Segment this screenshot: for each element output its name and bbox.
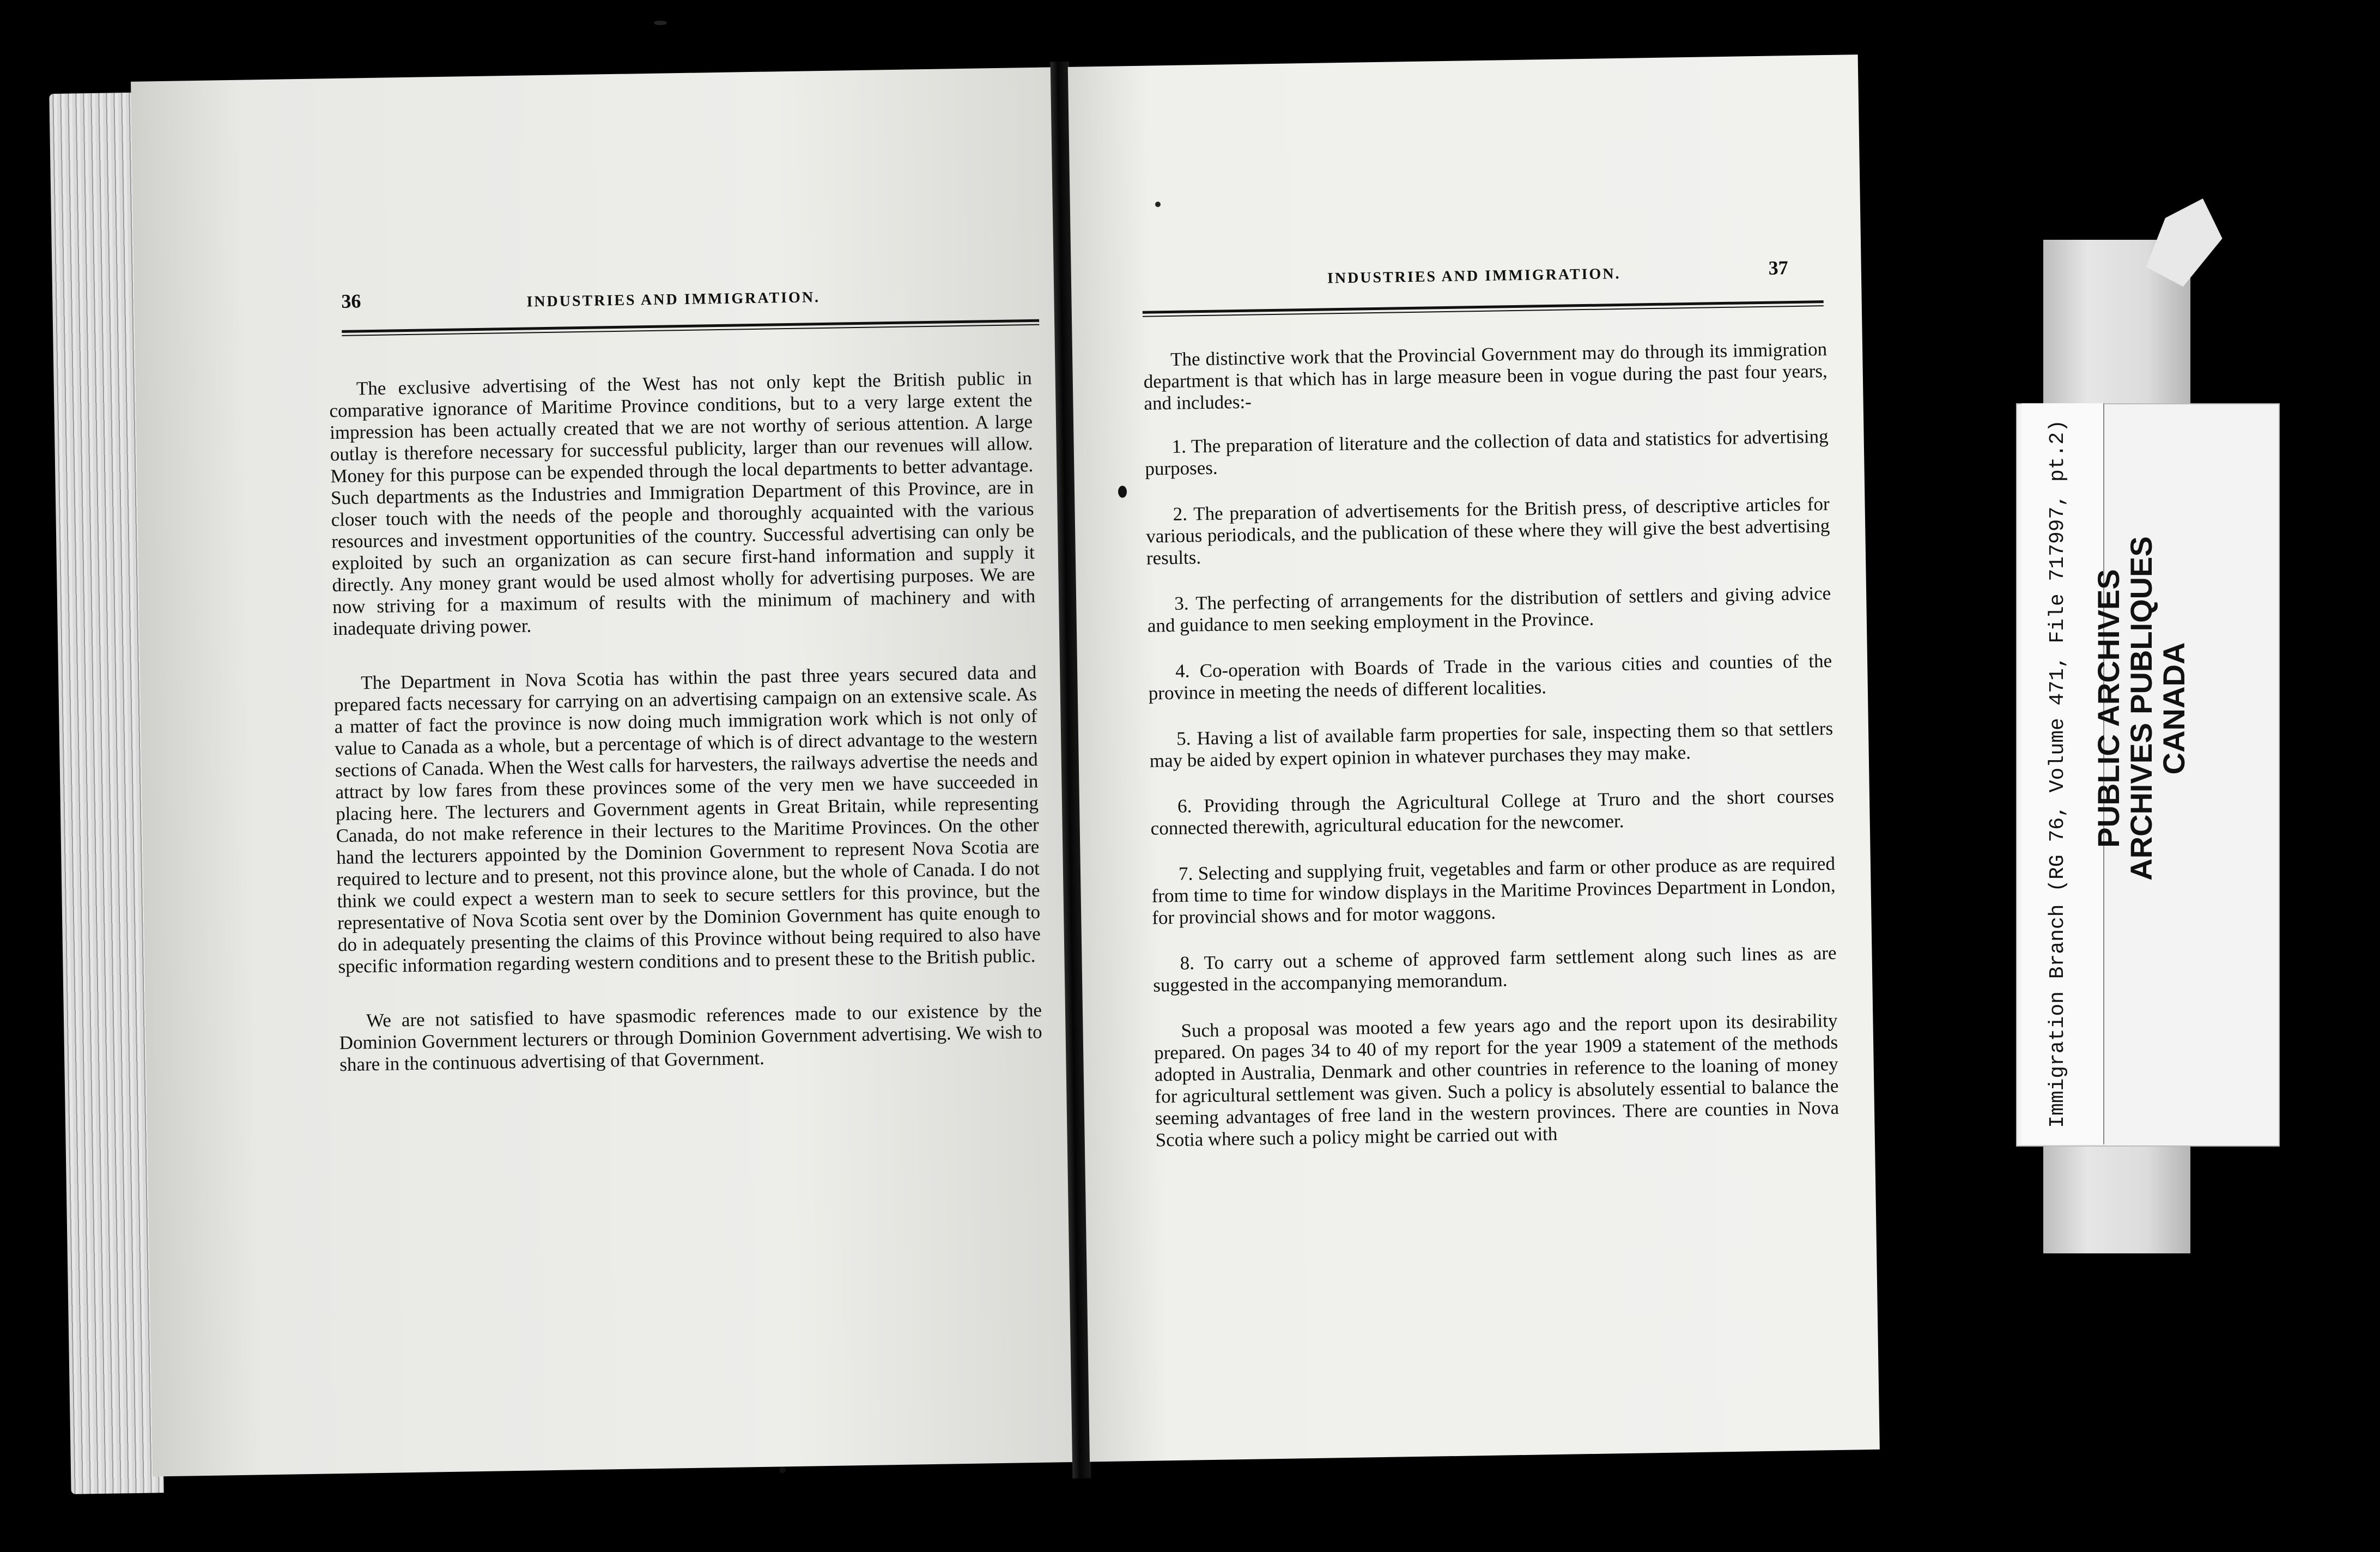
right-intro: The distinctive work that the Provincial Government may do through its immigration department is that which has in large measure been in vogue during the past four years, and includes:- (1143, 338, 1828, 414)
left-paragraph-3: We are not satisfied to have spasmodic references made to our existence by the Dominion Government lecturers or through Dominion Government advertising. We wish to share in the continuous advertising of that Government. (339, 999, 1042, 1076)
open-book (49, 38, 1880, 1500)
left-body-text (329, 367, 1043, 1108)
left-paragraph-2: The Department in Nova Scotia has within the past three years secured data and prepared facts necessary for carrying on an advertising campaign on an extensive scale. As a matter of fact the province is now doing much immigration work which is not only of value to Canada as a whole, but a percentage of which is of direct advantage to the western sections of Canada. When the West calls for harvesters, the railways advertise the needs and attract by low fares from these provinces some of the very men we have succeeded in placing here. The lecturers and Government agents in Great Britain, while representing Canada, do not make reference in their lectures to the Maritime Provinces. On the other hand the lecturers appointed by the Dominion Government to represent Nova Scotia are required to lecture and to present, not this province alone, but the whole of Canada. I do not think we could expect a western man to seek to secure settlers for this province, but the representative of Nova Scotia sent over by the Dominion Government has quite enough to do in adequately presenting the claims of this Province without being required to also have specific information regarding western conditions and to present these to the British public. (333, 661, 1041, 978)
list-item-2: 2. The preparation of advertisements for the British press, of descriptive articles for various periodicals, and the publication of these where they will give the best advertising results. (1146, 493, 1830, 569)
film-speck (1155, 202, 1161, 207)
list-item-3: 3. The perfecting of arrangements for the distribution of settlers and giving advice and guidance to men seeking employment in the Province. (1147, 582, 1831, 636)
list-item-5: 5. Having a list of available farm properties for sale, inspecting them so that settlers may be aided by expert opinion in whatever purchases they may make. (1149, 717, 1833, 772)
list-item-7: 7. Selecting and supplying fruit, vegetables and farm or other produce as are required from time to time for window displays in the Maritime Provinces Department in London, for provincial shows and for motor waggons. (1151, 852, 1836, 929)
right-header-rule (1143, 300, 1824, 317)
stamp-line-2: ARCHIVES PUBLIQUES (2124, 536, 2158, 881)
list-item-6: 6. Providing through the Agricultural College at Truro and the short courses connected therewith, agricultural education for the newcomer. (1150, 785, 1835, 839)
right-closing-paragraph: Such a proposal was mooted a few years ago and the report upon its desirability prepared. On pages 34 to 40 of my report for the year 1909 a statement of the methods adopted in Australia, Denmark and other countries in reference to the loaning of money for agricultural settlement was given. Such a policy is absolutely essential to balance the seeming advantages of free land in the western provinces. There are counties in Nova Scotia where such a policy might be carried out with (1153, 1009, 1839, 1151)
list-item-4: 4. Co-operation with Boards of Trade in the various cities and counties of the province in meeting the needs of different localities. (1148, 650, 1832, 704)
left-header-rule (342, 319, 1039, 336)
right-running-head: INDUSTRIES AND IMMIGRATION. (1327, 265, 1621, 287)
archive-stamp (2092, 463, 2256, 954)
margin-mark (1118, 486, 1127, 498)
stamp-line-1: PUBLIC ARCHIVES (2091, 569, 2126, 848)
right-page-number: 37 (1768, 257, 1789, 279)
left-paragraph-1: The exclusive advertising of the West has not only kept the British public in comparative ignorance of Maritime Province conditions, but to a very large extent the impression has been actually created that we are not worthy of serious attention. A large outlay is therefore necessary for successful publicity, larger than our revenues will allow. Money for this purpose can be expended through the local departments to better advantage. Such departments as the Industries and Immigration Department of this Province, are in closer touch with the needs of the people and thoroughly acquainted with the various resources and investment opportunities of the country. Successful advertising can only be exploited by such an organization as can secure first-hand information and supply it directly. Any money grant would be used almost wholly for advertising purposes. We are now striving for a maximum of results with the minimum of machinery and with inadequate driving power. (329, 367, 1036, 640)
left-page (131, 67, 1073, 1476)
film-speck (654, 21, 667, 25)
left-running-head: INDUSTRIES AND IMMIGRATION. (526, 289, 821, 311)
left-page-number: 36 (341, 290, 361, 312)
binding-mark (779, 1466, 786, 1473)
right-body-text (1143, 338, 1839, 1151)
stamp-line-3: CANADA (2157, 642, 2191, 775)
list-item-1: 1. The preparation of literature and the collection of data and statistics for advertising purposes. (1145, 426, 1829, 480)
archive-reference-text: Immigration Branch (RG 76, Volume 471, File 717997, pt.2) (2046, 420, 2069, 1128)
list-item-8: 8. To carry out a scheme of approved farm settlement along such lines as are suggested in the accompanying memorandum. (1152, 942, 1837, 996)
right-page (1068, 54, 1880, 1462)
